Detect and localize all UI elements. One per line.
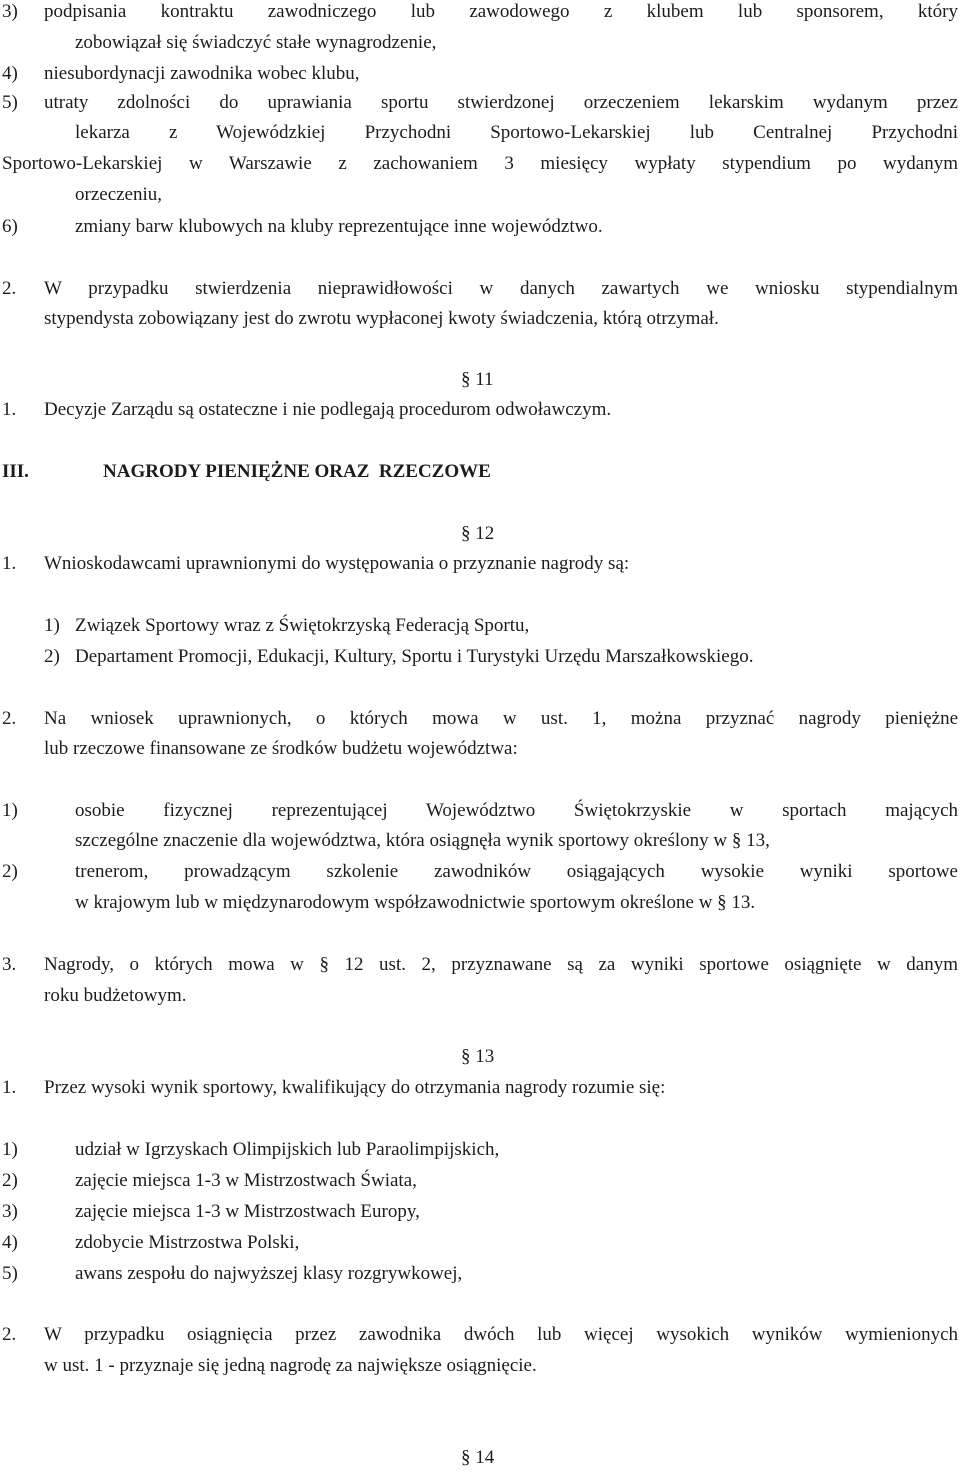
- list-item-text: zajęcie miejsca 1-3 w Mistrzostwach Europy,: [75, 1201, 420, 1222]
- paragraph-text: roku budżetowym.: [44, 985, 187, 1006]
- list-item-text: zajęcie miejsca 1-3 w Mistrzostwach Świata,: [75, 1170, 417, 1191]
- paragraph-text: W przypadku osiągnięcia przez zawodnika dwóch lub więcej wysokich wyników wymienionych: [44, 1324, 958, 1345]
- list-number: 1): [2, 1139, 18, 1160]
- list-number: 6): [2, 216, 18, 237]
- paragraph-number: 1.: [2, 399, 17, 420]
- section-label: § 13: [461, 1046, 495, 1067]
- list-item-text: niesubordynacji zawodnika wobec klubu,: [44, 63, 360, 84]
- list-number: 4): [2, 1232, 18, 1253]
- list-item-text: Sportowo-Lekarskiej w Warszawie z zachowaniem 3 miesięcy wypłaty stypendium po wydanym: [2, 153, 958, 174]
- list-number: 1): [44, 615, 60, 636]
- list-item-text: osobie fizycznej reprezentującej Województwo Świętokrzyskie w sportach mających: [75, 800, 958, 821]
- paragraph-text: Nagrody, o których mowa w § 12 ust. 2, przyznawane są za wyniki sportowe osiągnięte w danym: [44, 954, 958, 975]
- list-number: 5): [2, 92, 18, 113]
- section-label: § 14: [461, 1447, 495, 1468]
- chapter-title: NAGRODY PIENIĘŻNE ORAZ RZECZOWE: [103, 461, 491, 482]
- list-item-text: awans zespołu do najwyższej klasy rozgrywkowej,: [75, 1263, 463, 1284]
- list-item-text: udział w Igrzyskach Olimpijskich lub Paraolimpijskich,: [75, 1139, 500, 1160]
- paragraph-text: stypendysta zobowiązany jest do zwrotu wypłaconej kwoty świadczenia, którą otrzymał.: [44, 308, 719, 329]
- paragraph-number: 2.: [2, 1324, 17, 1345]
- list-item-text: zobowiązał się świadczyć stałe wynagrodzenie,: [75, 32, 437, 53]
- list-item-text: podpisania kontraktu zawodniczego lub zawodowego z klubem lub sponsorem, który: [44, 1, 958, 22]
- list-item-text: utraty zdolności do uprawiania sportu stwierdzonej orzeczeniem lekarskim wydanym przez: [44, 92, 958, 113]
- list-number: 1): [2, 800, 18, 821]
- list-number: 3): [2, 1, 18, 22]
- list-number: 2): [44, 646, 60, 667]
- list-item-text: zdobycie Mistrzostwa Polski,: [75, 1232, 300, 1253]
- section-label: § 12: [461, 523, 495, 544]
- list-item-text: lekarza z Wojewódzkiej Przychodni Sportowo-Lekarskiej lub Centralnej Przychodni: [75, 122, 958, 143]
- section-label: § 11: [461, 369, 494, 390]
- list-item-text: Związek Sportowy wraz z Świętokrzyską Federacją Sportu,: [75, 615, 530, 636]
- list-number: 4): [2, 63, 18, 84]
- paragraph-text: w ust. 1 - przyznaje się jedną nagrodę za największe osiągnięcie.: [44, 1355, 537, 1376]
- list-item-text: orzeczeniu,: [75, 184, 163, 205]
- paragraph-number: 2.: [2, 278, 17, 299]
- list-number: 3): [2, 1201, 18, 1222]
- list-item-text: szczególne znaczenie dla województwa, która osiągnęła wynik sportowy określony w § 13,: [75, 830, 770, 851]
- paragraph-number: 1.: [2, 553, 17, 574]
- paragraph-text: Decyzje Zarządu są ostateczne i nie podlegają procedurom odwoławczym.: [44, 399, 612, 420]
- list-item-text: zmiany barw klubowych na kluby reprezentujące inne województwo.: [75, 216, 603, 237]
- paragraph-text: lub rzeczowe finansowane ze środków budżetu województwa:: [44, 738, 518, 759]
- list-number: 2): [2, 1170, 18, 1191]
- paragraph-text: Przez wysoki wynik sportowy, kwalifikujący do otrzymania nagrody rozumie się:: [44, 1077, 666, 1098]
- paragraph-text: Wnioskodawcami uprawnionymi do występowania o przyznanie nagrody są:: [44, 553, 630, 574]
- paragraph-number: 3.: [2, 954, 17, 975]
- paragraph-text: Na wniosek uprawnionych, o których mowa w ust. 1, można przyznać nagrody pieniężne: [44, 708, 958, 729]
- list-item-text: Departament Promocji, Edukacji, Kultury, Sportu i Turystyki Urzędu Marszałkowskiego.: [75, 646, 754, 667]
- chapter-number: III.: [2, 461, 29, 482]
- list-number: 5): [2, 1263, 18, 1284]
- paragraph-text: W przypadku stwierdzenia nieprawidłowości w danych zawartych we wniosku stypendialnym: [44, 278, 958, 299]
- list-item-text: w krajowym lub w międzynarodowym współzawodnictwie sportowym określone w § 13.: [75, 892, 756, 913]
- paragraph-number: 2.: [2, 708, 17, 729]
- list-number: 2): [2, 861, 18, 882]
- list-item-text: trenerom, prowadzącym szkolenie zawodników osiągających wysokie wyniki sportowe: [75, 861, 958, 882]
- paragraph-number: 1.: [2, 1077, 17, 1098]
